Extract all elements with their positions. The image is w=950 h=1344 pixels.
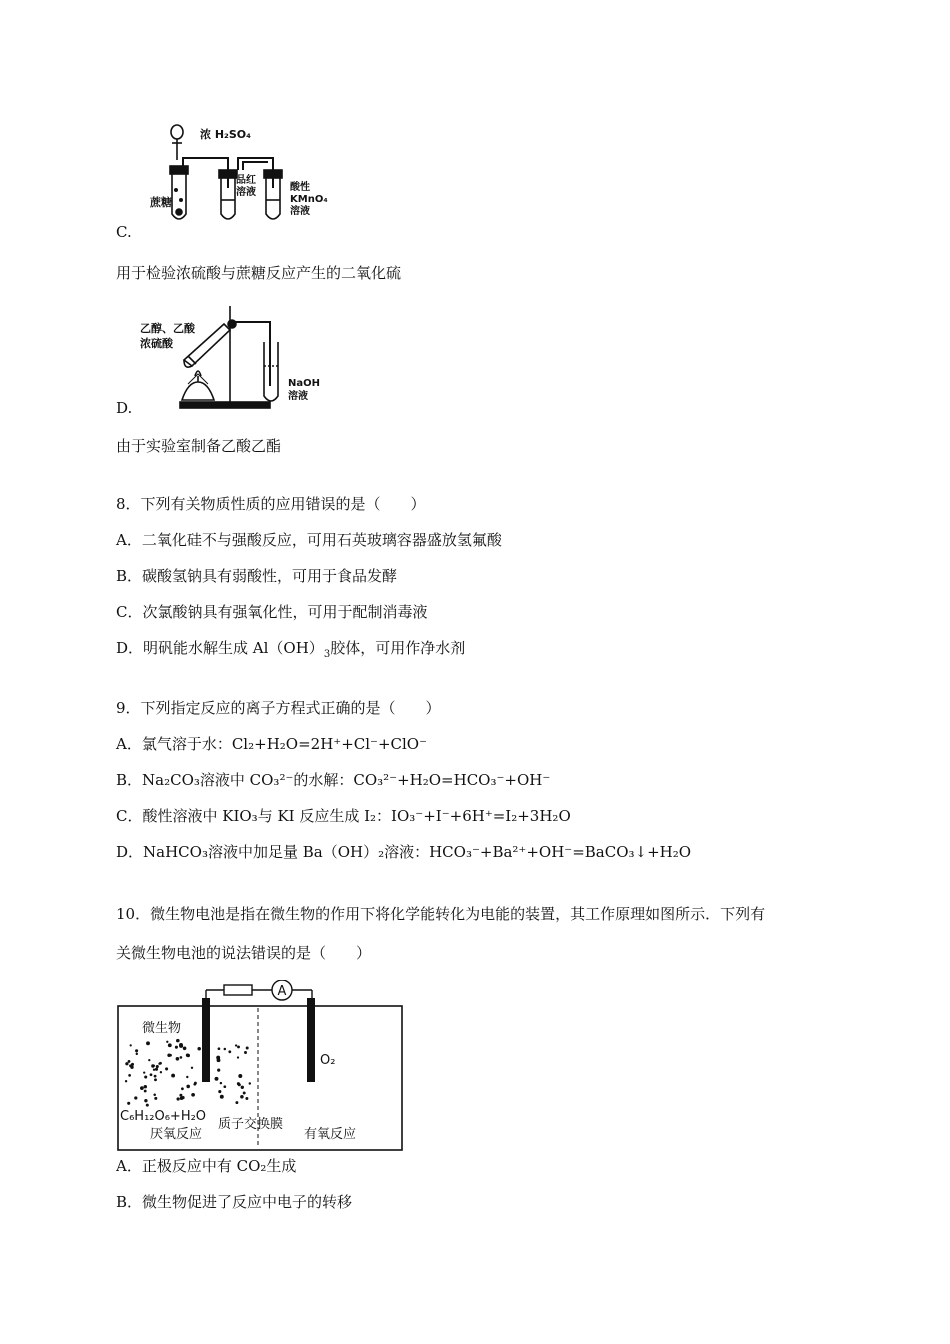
test-tube-pinhong bbox=[219, 170, 237, 219]
microbe-dot bbox=[243, 1092, 246, 1095]
microbe-dot bbox=[245, 1097, 248, 1100]
microbe-dot bbox=[220, 1082, 222, 1084]
microbe-dot bbox=[217, 1058, 221, 1062]
ammeter-label: A bbox=[277, 984, 287, 999]
microbe-dot bbox=[166, 1041, 168, 1043]
microbe-dot bbox=[179, 1043, 183, 1047]
microbe-dot bbox=[241, 1086, 244, 1089]
q9-option-c: C．酸性溶液中 KIO₃与 KI 反应生成 I₂：IO₃⁻+I⁻+6H⁺=I₂+3H₂O bbox=[116, 807, 571, 825]
microbe-dot bbox=[146, 1104, 149, 1107]
microbe-dot bbox=[191, 1093, 195, 1097]
resistor bbox=[224, 985, 252, 995]
microbe-dot bbox=[176, 1057, 180, 1061]
microbe-dot bbox=[160, 1071, 162, 1073]
microbe-dot bbox=[155, 1068, 158, 1071]
microbe-dot bbox=[175, 1046, 178, 1049]
q8-option-c: C．次氯酸钠具有强氧化性，可用于配制消毒液 bbox=[116, 603, 428, 621]
microbe-dot bbox=[150, 1073, 153, 1076]
microbe-dot bbox=[235, 1044, 237, 1046]
microbe-dot bbox=[128, 1074, 131, 1077]
microbe-dot bbox=[244, 1051, 247, 1054]
microbe-dot bbox=[134, 1096, 137, 1099]
sugar-sulfuric-acid-apparatus bbox=[150, 118, 350, 228]
label-kmno4-1: 酸性 bbox=[290, 182, 310, 193]
microbe-dot bbox=[128, 1060, 131, 1063]
microbe-dot bbox=[140, 1086, 144, 1090]
alcohol-lamp bbox=[182, 371, 214, 400]
option-d-letter: D. bbox=[116, 399, 133, 417]
q9-stem: 9．下列指定反应的离子方程式正确的是（ ） bbox=[116, 699, 441, 717]
q8-option-d-post: 胶体，可用作净水剂 bbox=[330, 639, 466, 657]
label-o2: O₂ bbox=[320, 1053, 336, 1068]
test-tube-kmno4 bbox=[264, 170, 282, 219]
q10-option-b: B．微生物促进了反应中电子的转移 bbox=[116, 1193, 353, 1211]
label-kmno4-2: KMnO₄ bbox=[290, 194, 328, 205]
label-glucose: C₆H₁₂O₆+H₂O bbox=[120, 1109, 207, 1124]
microbe-dot bbox=[129, 1064, 132, 1067]
microbe-dot bbox=[153, 1094, 156, 1097]
microbe-dot bbox=[220, 1095, 224, 1099]
q10-stem-line2: 关微生物电池的说法错误的是（ ） bbox=[116, 944, 372, 962]
q8-option-d-pre: D．明矾能水解生成 Al（OH） bbox=[116, 639, 324, 657]
microbe-dot bbox=[183, 1046, 187, 1050]
microbe-dot bbox=[218, 1090, 221, 1093]
microbe-dot bbox=[217, 1069, 220, 1072]
microbe-dot bbox=[153, 1069, 155, 1071]
microbe-dot bbox=[180, 1096, 184, 1100]
microbe-dot bbox=[130, 1044, 132, 1046]
label-pinhong-1: 品红 bbox=[236, 175, 256, 186]
microbe-dots bbox=[125, 1039, 251, 1107]
microbe-dot bbox=[125, 1080, 127, 1082]
anode bbox=[202, 998, 210, 1082]
microbe-dot bbox=[186, 1085, 190, 1089]
microbe-dot bbox=[171, 1074, 175, 1078]
microbe-dot bbox=[167, 1054, 171, 1058]
stand-base bbox=[180, 402, 270, 408]
q9-option-a: A．氯气溶于水：Cl₂+H₂O=2H⁺+Cl⁻+ClO⁻ bbox=[116, 735, 428, 753]
microbe-dot bbox=[249, 1082, 251, 1084]
microbe-dot bbox=[197, 1047, 200, 1050]
microbe-dot bbox=[125, 1062, 128, 1065]
q10-stem-line1: 10．微生物电池是指在微生物的作用下将化学能转化为电能的装置，其工作原理如图所示．下列有 bbox=[116, 905, 766, 923]
microbe-dot bbox=[144, 1090, 147, 1093]
q8-stem: 8．下列有关物质性质的应用错误的是（ ） bbox=[116, 495, 426, 513]
microbe-dot bbox=[224, 1048, 227, 1051]
microbe-dot bbox=[238, 1083, 241, 1086]
microbe-dot bbox=[146, 1041, 150, 1045]
label-naoh-1: NaOH bbox=[288, 378, 320, 389]
label-aerobic: 有氧反应 bbox=[304, 1127, 357, 1142]
label-anaerobic: 厌氧反应 bbox=[150, 1127, 203, 1142]
microbe-dot bbox=[148, 1059, 150, 1061]
cathode bbox=[307, 998, 315, 1082]
label-kmno4-3: 溶液 bbox=[290, 206, 310, 217]
q9-option-d: D．NaHCO₃溶液中加足量 Ba（OH）₂溶液：HCO₃⁻+Ba²⁺+OH⁻=BaCO₃↓+H₂O bbox=[116, 843, 692, 861]
microbe-dot bbox=[218, 1047, 221, 1050]
microbe-dot bbox=[168, 1043, 172, 1047]
microbe-dot bbox=[228, 1050, 231, 1053]
label-naoh-2: 溶液 bbox=[288, 391, 308, 402]
microbe-dot bbox=[223, 1085, 226, 1088]
microbe-dot bbox=[194, 1082, 197, 1085]
microbe-dot bbox=[144, 1075, 147, 1078]
microbe-dot bbox=[144, 1099, 147, 1102]
label-microbe: 微生物 bbox=[142, 1021, 182, 1036]
label-acid: 浓 H₂SO₄ bbox=[200, 128, 251, 141]
microbe-dot bbox=[180, 1056, 183, 1059]
microbe-dot bbox=[144, 1085, 147, 1088]
q8-option-a: A．二氧化硅不与强酸反应，可用石英玻璃容器盛放氢氟酸 bbox=[116, 531, 502, 549]
microbe-dot bbox=[159, 1062, 162, 1065]
microbe-dot bbox=[154, 1075, 157, 1078]
label-sugar: 蔗糖 bbox=[150, 196, 172, 209]
microbe-dot bbox=[176, 1097, 179, 1100]
microbe-dot bbox=[235, 1101, 238, 1104]
option-d-caption: 由于实验室制备乙酸乙酯 bbox=[116, 437, 282, 455]
microbe-dot bbox=[165, 1067, 168, 1070]
microbe-dot bbox=[237, 1056, 239, 1058]
q8-option-b: B．碳酸氢钠具有弱酸性，可用于食品发酵 bbox=[116, 567, 398, 585]
q9-option-b: B．Na₂CO₃溶液中 CO₃²⁻的水解：CO₃²⁻+H₂O=HCO₃⁻+OH⁻ bbox=[116, 771, 551, 789]
label-reagents-2: 浓硫酸 bbox=[140, 337, 173, 350]
dropping-funnel bbox=[171, 125, 183, 160]
ethyl-acetate-apparatus bbox=[140, 296, 340, 412]
option-c-letter: C. bbox=[116, 223, 132, 241]
microbe-dot bbox=[237, 1045, 240, 1048]
microbe-dot bbox=[191, 1067, 193, 1069]
microbe-dot bbox=[136, 1053, 138, 1055]
microbe-dot bbox=[156, 1065, 159, 1068]
microbe-dot bbox=[176, 1039, 180, 1043]
q10-option-a: A．正极反应中有 CO₂生成 bbox=[116, 1157, 297, 1175]
label-membrane: 质子交换膜 bbox=[218, 1117, 284, 1132]
microbe-dot bbox=[127, 1102, 130, 1105]
microbe-dot bbox=[135, 1049, 138, 1052]
q8-option-d-sub: 3 bbox=[323, 649, 331, 660]
microbe-dot bbox=[186, 1076, 188, 1078]
test-tube-sugar bbox=[170, 166, 188, 219]
label-reagents-1: 乙醇、乙酸 bbox=[140, 322, 195, 335]
microbe-dot bbox=[154, 1097, 157, 1100]
microbe-dot bbox=[153, 1065, 155, 1067]
q8-option-d bbox=[116, 638, 465, 665]
microbe-dot bbox=[238, 1074, 242, 1078]
microbe-dot bbox=[246, 1047, 249, 1050]
microbial-cell-diagram bbox=[116, 980, 406, 1152]
microbe-dot bbox=[215, 1077, 219, 1081]
label-pinhong-2: 溶液 bbox=[236, 187, 256, 198]
option-c-caption: 用于检验浓硫酸与蔗糖反应产生的二氧化硫 bbox=[116, 264, 402, 282]
microbe-dot bbox=[154, 1078, 157, 1081]
microbe-dot bbox=[181, 1087, 184, 1090]
microbe-dot bbox=[240, 1095, 244, 1099]
microbe-dot bbox=[143, 1071, 145, 1073]
microbe-dot bbox=[186, 1054, 189, 1057]
